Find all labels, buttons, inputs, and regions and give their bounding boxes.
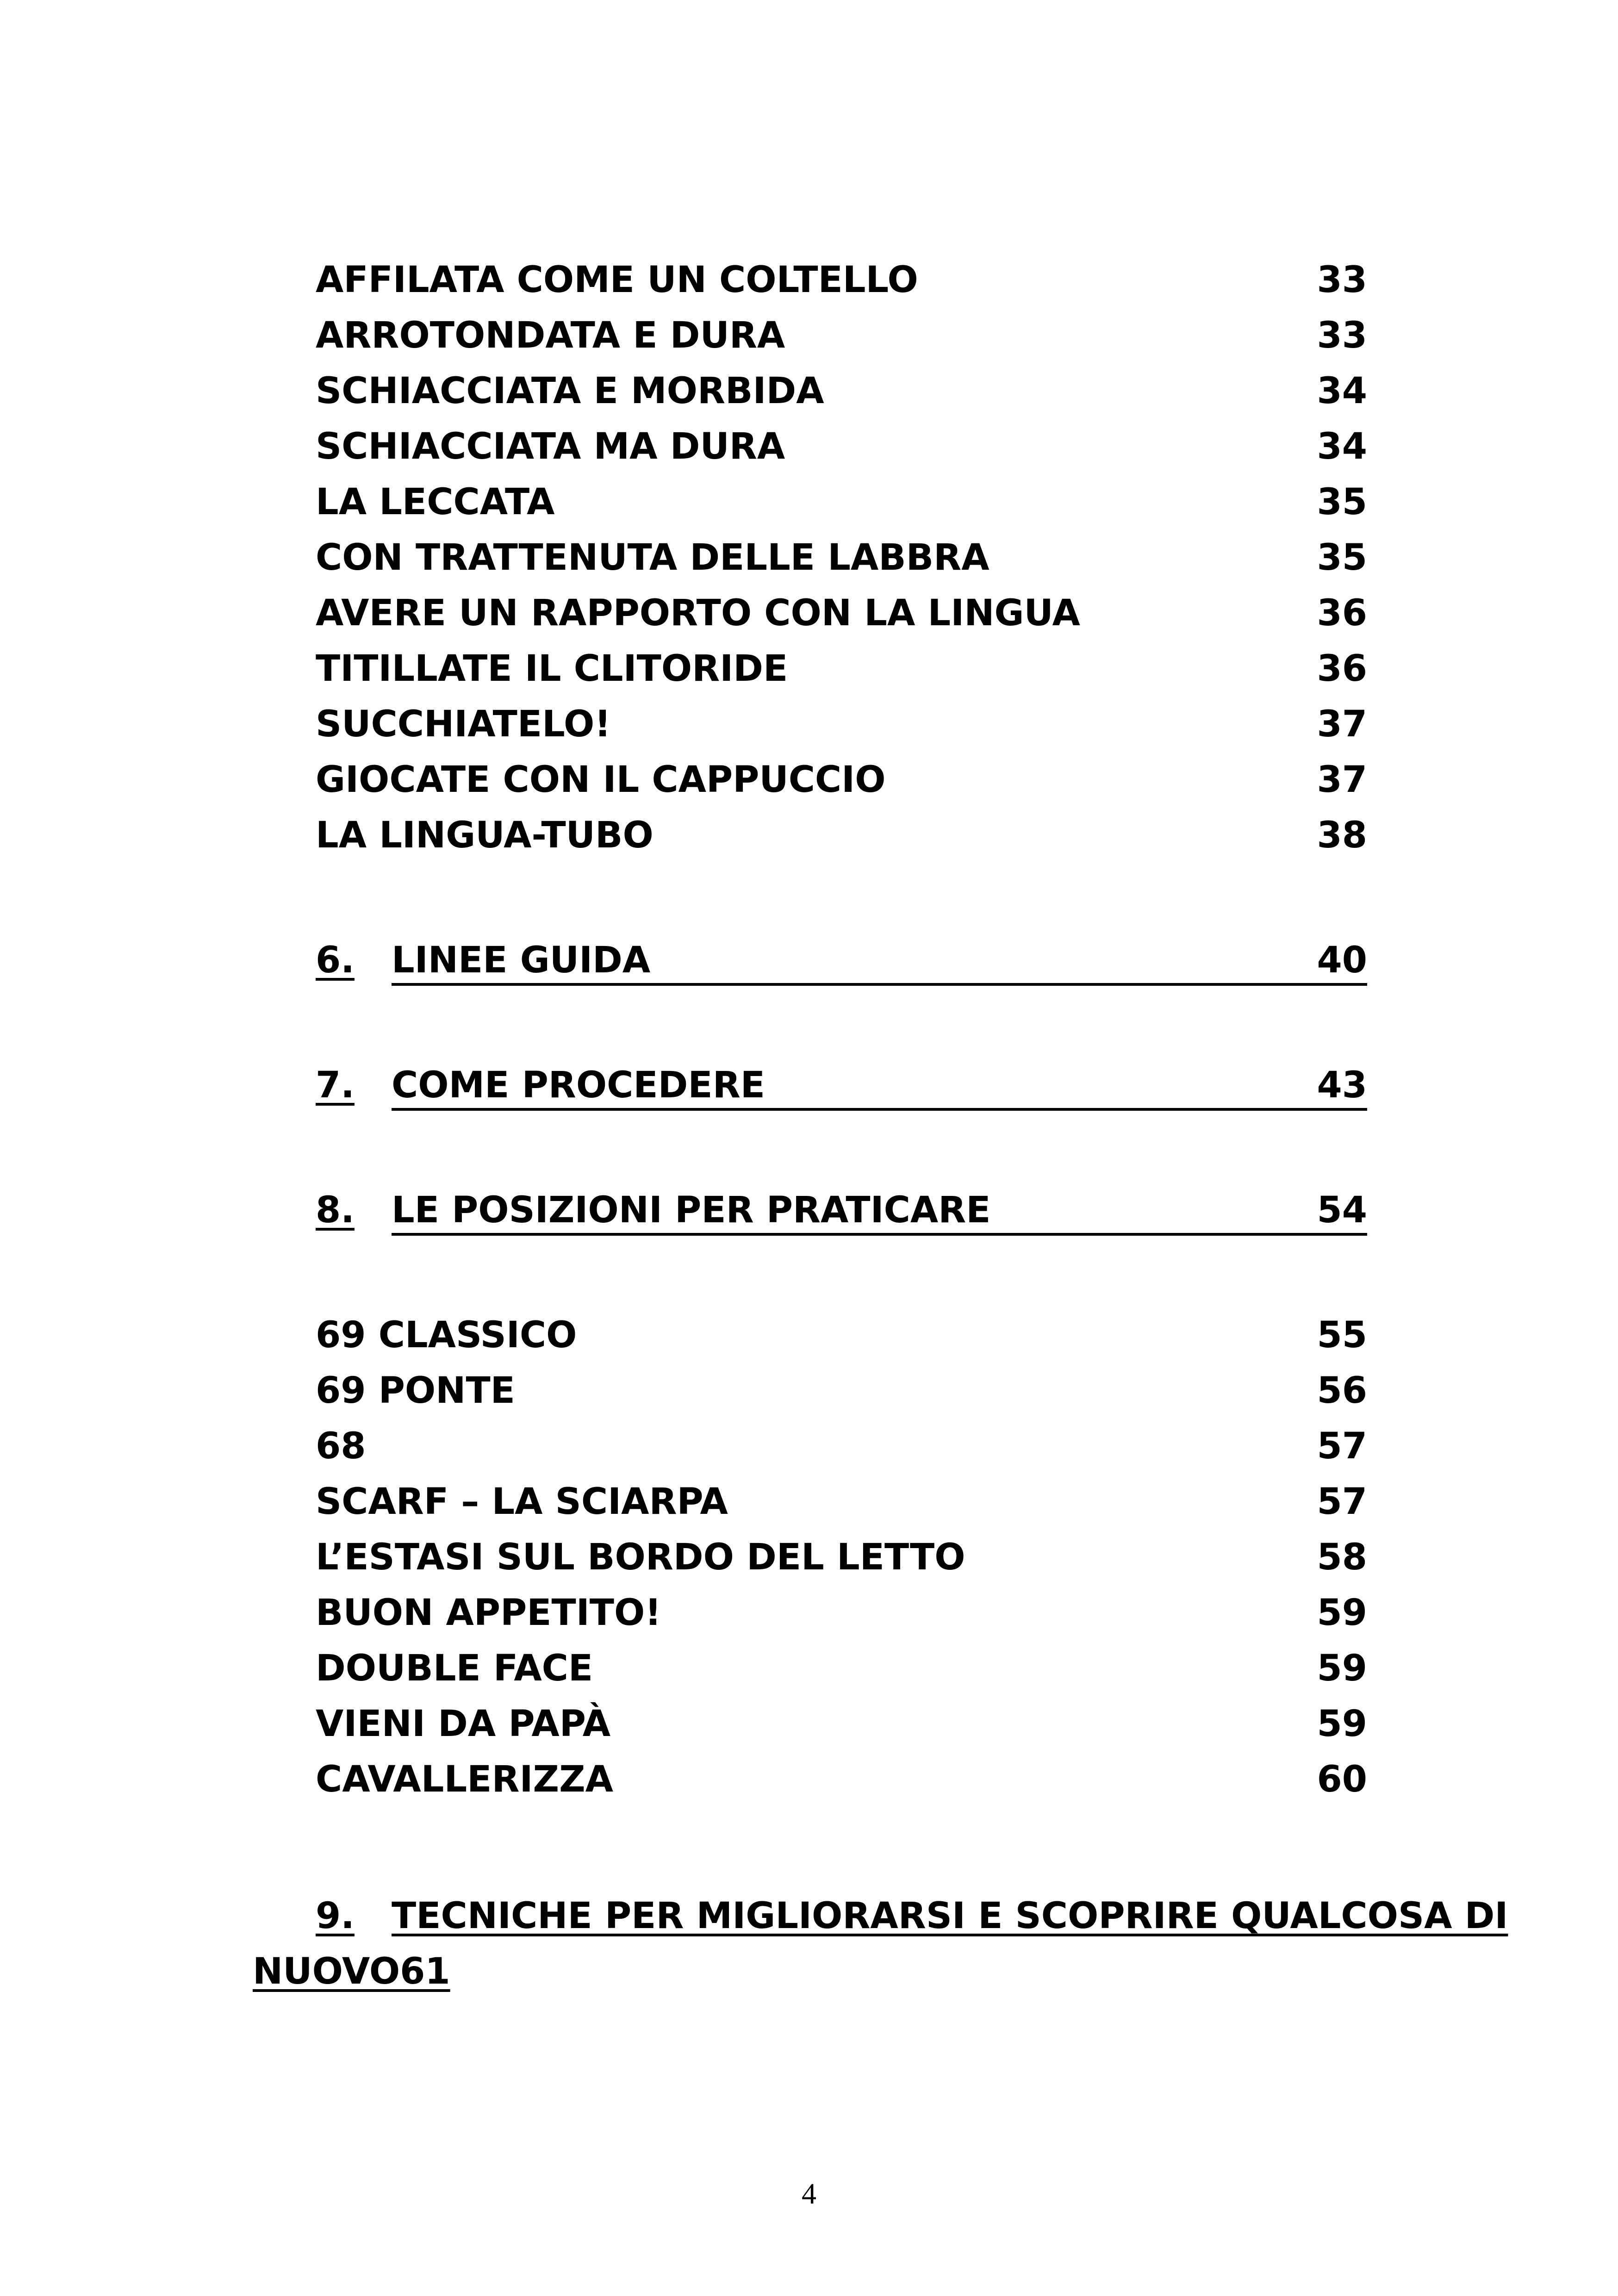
toc-entry-title: SUCCHIATELO! [316,703,611,745]
chapter-title-line-2: NUOVO61 [253,1951,450,1992]
toc-entry-title: ARROTONDATA E DURA [316,315,785,356]
toc-entry [316,366,1367,417]
toc-entry-title: BUON APPETITO! [316,1592,661,1634]
toc-entry-title: L’ESTASI SUL BORDO DEL LETTO [316,1537,965,1578]
toc-entry [316,1421,1367,1472]
chapter-number: 7. [316,1064,355,1106]
toc-entry-title: LA LINGUA-TUBO [316,815,653,856]
toc-entry-title: 68 [316,1425,366,1467]
chapter-9-line-2 [253,1944,1373,1999]
toc-entry-page: 56 [1317,1370,1367,1412]
toc-entry [316,1699,1367,1749]
toc-entry-title: DOUBLE FACE [316,1648,593,1689]
toc-chapter-8 [316,1185,1367,1236]
toc-entry-title: LA LECCATA [316,481,555,523]
chapter-number: 9. [316,1895,355,1937]
toc-entry [316,421,1367,472]
toc-entry-title: CAVALLERIZZA [316,1759,614,1800]
chapter-9-line-1 [253,1888,1508,1944]
toc-entry [316,1310,1367,1361]
toc-entry [316,754,1367,805]
toc-entry-page: 60 [1317,1759,1367,1800]
toc-entry [316,810,1367,861]
toc-entry-page: 34 [1317,370,1367,412]
chapter-page: 43 [1317,1064,1367,1106]
chapter-page: 54 [1317,1189,1367,1231]
toc-entry [316,310,1367,361]
toc-entry-page: 33 [1317,259,1367,301]
toc-entry-title: 69 PONTE [316,1370,515,1412]
toc-entry [316,255,1367,305]
chapter-title-line-1: TECNICHE PER MIGLIORARSI E SCOPRIRE QUALCOSA DI [392,1895,1508,1937]
toc-entry [316,1476,1367,1527]
toc-entry-page: 35 [1317,481,1367,523]
toc-entry [316,1587,1367,1638]
toc-entry-title: CON TRATTENUTA DELLE LABBRA [316,537,989,579]
toc-entry-page: 59 [1317,1648,1367,1689]
toc-entry-title: AVERE UN RAPPORTO CON LA LINGUA [316,592,1080,634]
toc-entry-title: SCHIACCIATA MA DURA [316,426,785,467]
toc-entry-page: 58 [1317,1537,1367,1578]
toc-entry [316,588,1367,639]
toc-entry [316,1643,1367,1694]
toc-entry [316,1532,1367,1583]
toc-entry-page: 37 [1317,703,1367,745]
chapter-number: 6. [316,940,355,981]
chapter-number: 8. [316,1189,355,1231]
toc-entry-page: 36 [1317,592,1367,634]
toc-entry-title: GIOCATE CON IL CAPPUCCIO [316,759,886,801]
toc-entry-title: TITILLATE IL CLITORIDE [316,648,788,690]
toc-entry-title: AFFILATA COME UN COLTELLO [316,259,918,301]
toc-entry-page: 55 [1317,1314,1367,1356]
toc-entry-page: 36 [1317,648,1367,690]
toc-entry-page: 35 [1317,537,1367,579]
page-number: 4 [802,2177,816,2210]
toc-entry-page: 59 [1317,1703,1367,1745]
toc-chapter-9 [253,1888,1508,1999]
toc-entry [316,643,1367,694]
chapter-title: COME PROCEDERE [392,1064,765,1106]
toc-entry-page: 37 [1317,759,1367,801]
chapter-page: 40 [1317,940,1367,981]
toc-chapter-7 [316,1060,1367,1111]
toc-entry-title: VIENI DA PAPÀ [316,1703,611,1745]
toc-entry-page: 57 [1317,1425,1367,1467]
toc-entry-title: SCARF – LA SCIARPA [316,1481,728,1523]
toc-entry [316,699,1367,750]
chapter-title: LINEE GUIDA [392,940,651,981]
toc-entry-page: 33 [1317,315,1367,356]
toc-entry-page: 38 [1317,815,1367,856]
toc-entry-title: SCHIACCIATA E MORBIDA [316,370,824,412]
toc-entry [316,477,1367,528]
toc-entry [316,1754,1367,1805]
toc-entry-page: 59 [1317,1592,1367,1634]
toc-chapter-6 [316,935,1367,986]
toc-entry-page: 57 [1317,1481,1367,1523]
toc-entry-page: 34 [1317,426,1367,467]
toc-entry-title: 69 CLASSICO [316,1314,577,1356]
toc-entry [316,1365,1367,1416]
toc-entry [316,532,1367,583]
chapter-title: LE POSIZIONI PER PRATICARE [392,1189,991,1231]
